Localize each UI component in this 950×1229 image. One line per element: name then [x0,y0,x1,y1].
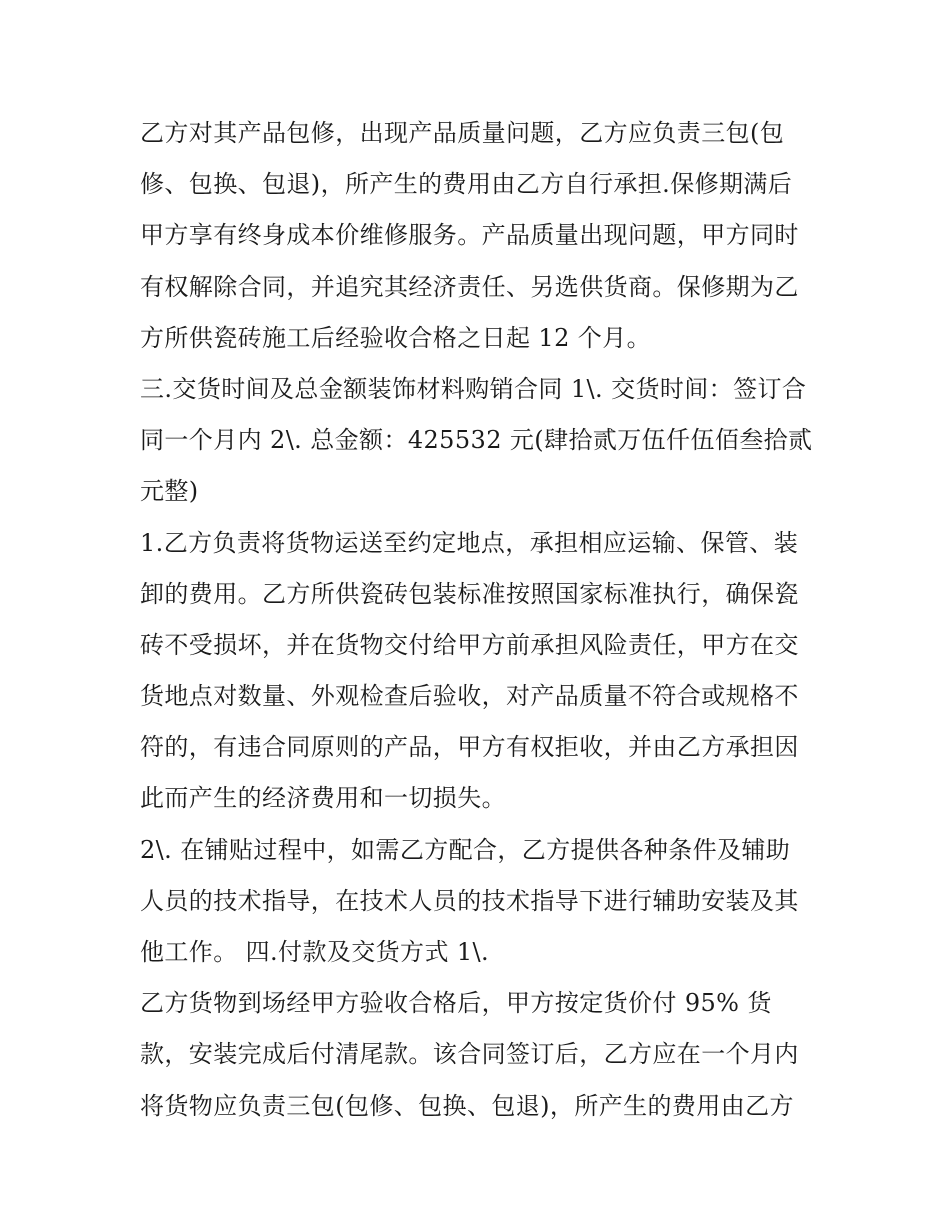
text-line: 同一个月内 2\. 总金额：425532 元(肆拾贰万伍仟伍佰叁拾贰 [140,426,813,455]
text-line: 1.乙方负责将货物运送至约定地点，承担相应运输、保管、装 [140,528,799,557]
text-line: 人员的技术指导，在技术人员的技术指导下进行辅助安装及其 [140,886,799,915]
text-line: 此而产生的经济费用和一切损失。 [140,784,506,813]
text-line: 将货物应负责三包(包修、包换、包退)，所产生的费用由乙方 [140,1091,794,1120]
text-line: 他工作。 四.付款及交货方式 1\. [140,938,490,966]
text-line: 乙方货物到场经甲方验收合格后，甲方按定货价付 95% 货 [140,989,772,1018]
text-line: 甲方享有终身成本价维修服务。产品质量出现问题，甲方同时 [140,221,799,250]
text-line: 符的，有违合同原则的产品，甲方有权拒收，并由乙方承担因 [140,733,799,762]
text-line: 砖不受损坏，并在货物交付给甲方前承担风险责任，甲方在交 [140,630,799,659]
text-line: 2\. 在铺贴过程中，如需乙方配合，乙方提供各种条件及辅助 [140,835,791,864]
text-line: 修、包换、包退)，所产生的费用由乙方自行承担.保修期满后 [140,170,793,199]
text-line: 元整) [140,477,199,506]
text-line: 货地点对数量、外观检查后验收，对产品质量不符合或规格不 [140,682,799,711]
text-line: 方所供瓷砖施工后经验收合格之日起 12 个月。 [140,323,651,352]
contract-text-block [140,108,820,1132]
text-line: 乙方对其产品包修，出现产品质量问题，乙方应负责三包(包 [140,119,785,147]
text-line: 卸的费用。乙方所供瓷砖包装标准按照国家标准执行，确保瓷 [140,579,799,608]
text-line: 有权解除合同，并追究其经济责任、另选供货商。保修期为乙 [140,272,799,301]
text-line: 三.交货时间及总金额装饰材料购销合同 1\. 交货时间：签订合 [140,374,807,403]
text-line: 款，安装完成后付清尾款。该合同签订后，乙方应在一个月内 [140,1040,799,1069]
